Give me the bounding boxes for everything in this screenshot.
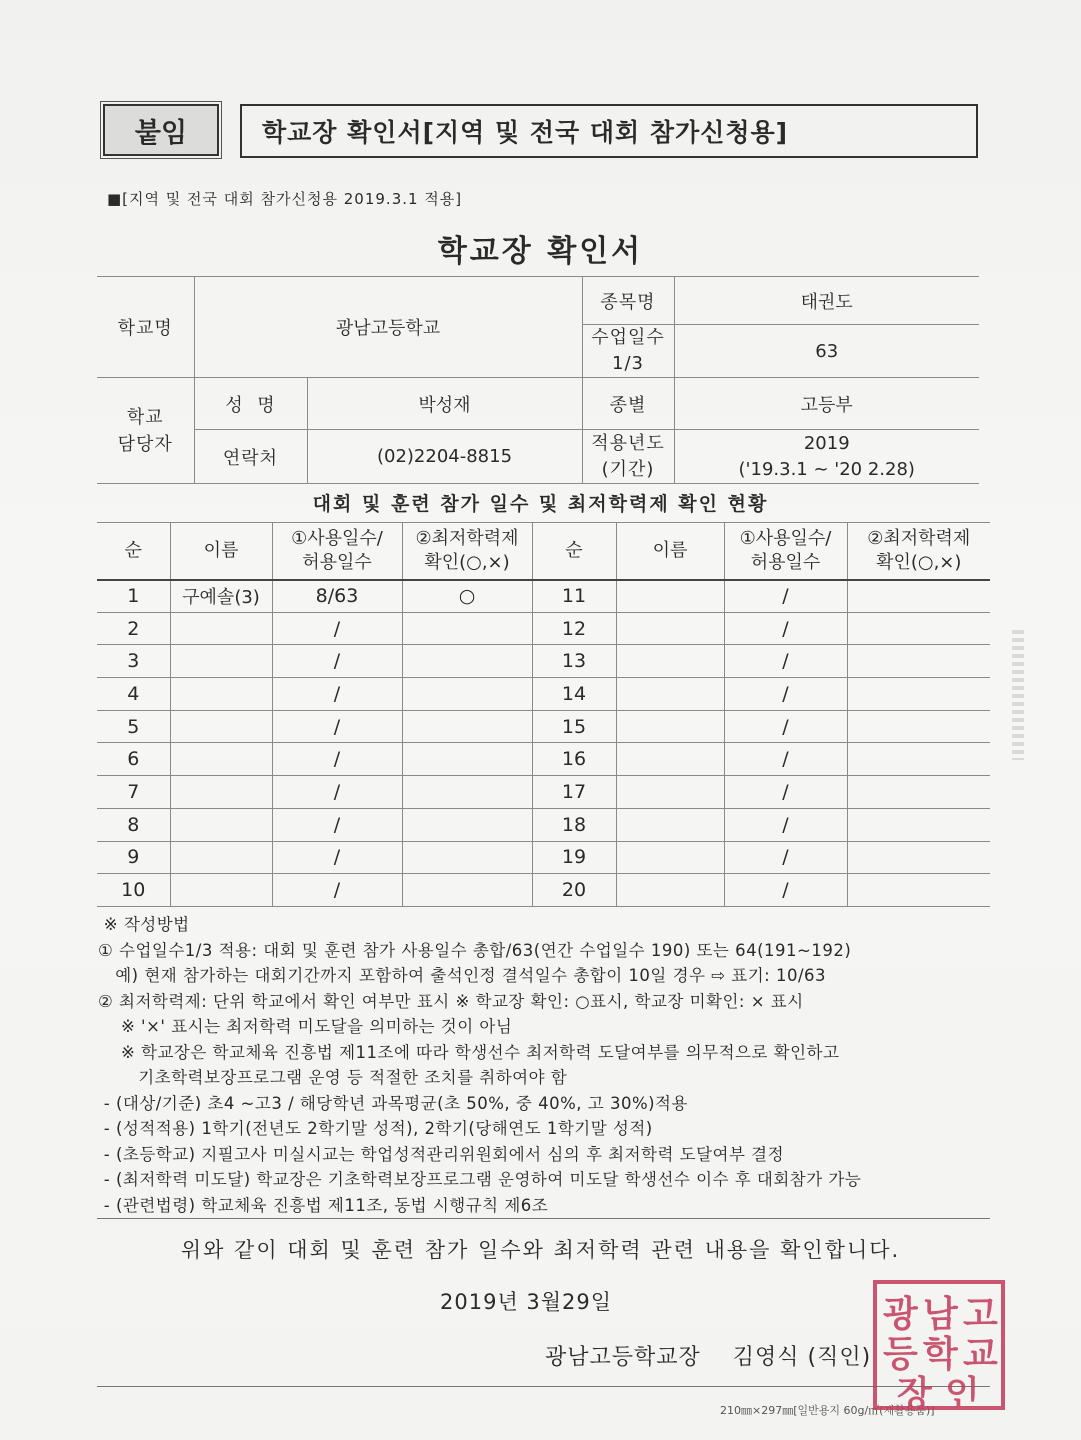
cell-n: 13 [532, 645, 616, 678]
col-check-header-2 [847, 523, 990, 580]
class-days-label [582, 325, 674, 378]
cell-c [847, 776, 990, 809]
cell-n: 5 [97, 710, 170, 743]
cell-c [847, 580, 990, 613]
col-check-header-line1: ②최저학력제 [415, 527, 519, 549]
cell-c [402, 841, 532, 874]
col-check-header-2-line2: 확인(○,×) [876, 551, 962, 573]
cell-c [847, 874, 990, 907]
col-days-header-2 [724, 523, 847, 580]
cell-n: 20 [532, 874, 616, 907]
cell-c [847, 612, 990, 645]
cell-c [402, 874, 532, 907]
table-row [97, 874, 990, 907]
contact-label: 연락처 [194, 430, 307, 484]
manager-name-value: 박성재 [307, 378, 582, 430]
cell-d: / [272, 612, 402, 645]
applicability-note: ■[지역 및 전국 대회 참가신청용 2019.3.1 적용] [107, 190, 463, 208]
instruction-line: - (성적적용) 1학기(전년도 2학기말 성적), 2학기(당해연도 1학기말 성적) [98, 1119, 653, 1138]
col-name-header: 이름 [170, 523, 272, 580]
cell-n: 18 [532, 808, 616, 841]
cell-c [402, 743, 532, 776]
cell-d: / [272, 645, 402, 678]
paper-spec-footer: 210㎜×297㎜[일반용지 60g/㎡(재활용품)] [720, 1404, 935, 1417]
cell-d: / [272, 874, 402, 907]
header-title: 학교장 확인서[지역 및 전국 대회 참가신청용] [240, 104, 978, 158]
table-row [97, 678, 990, 711]
col-days-header-2-line2: 허용일수 [750, 551, 821, 573]
cell-name [616, 710, 724, 743]
cell-c [847, 808, 990, 841]
seal-char: 고 [963, 1294, 998, 1335]
document-title: 학교장 확인서 [437, 234, 644, 269]
cell-n: 11 [532, 580, 616, 613]
col-num-header: 순 [97, 523, 170, 580]
divider-bottom [97, 1386, 990, 1387]
class-days-label-line1: 수업일수 [591, 327, 665, 348]
cell-c [402, 808, 532, 841]
class-days-label-line2: 1/3 [612, 353, 644, 374]
cell-name [170, 678, 272, 711]
applicable-period: ('19.3.1 ~ '20 2.28) [738, 458, 915, 480]
cell-name [170, 743, 272, 776]
applicable-year-label-line1: 적용년도 [591, 432, 665, 454]
table-row [97, 743, 990, 776]
col-num-header-2: 순 [532, 523, 616, 580]
manager-name-label: 성 명 [194, 378, 307, 430]
cell-name [170, 645, 272, 678]
col-check-header [402, 523, 532, 580]
cell-n: 10 [97, 874, 170, 907]
cell-c [402, 710, 532, 743]
cell-n: 14 [532, 678, 616, 711]
divider-top [97, 1218, 990, 1219]
seal-char: 광 [883, 1294, 918, 1335]
cell-name [616, 743, 724, 776]
cell-name: 구예솔(3) [170, 580, 272, 613]
table-row [97, 612, 990, 645]
cell-d: / [724, 743, 847, 776]
table-row [97, 645, 990, 678]
cell-d: / [724, 678, 847, 711]
instruction-line: ※ '×' 표시는 최저학력 미도달을 의미하는 것이 아님 [98, 1017, 513, 1036]
col-check-header-line2: 확인(○,×) [424, 551, 510, 573]
cell-name [616, 645, 724, 678]
cell-name [170, 874, 272, 907]
applicable-year-label [582, 430, 674, 484]
contact-value: (02)2204-8815 [307, 430, 582, 484]
applicable-year: 2019 [803, 432, 850, 454]
cell-d: / [272, 743, 402, 776]
cell-name [170, 776, 272, 809]
cell-d: / [724, 710, 847, 743]
scan-artifact [1012, 630, 1024, 760]
cell-n: 12 [532, 612, 616, 645]
event-label: 종목명 [582, 277, 674, 325]
seal-char: 인 [945, 1374, 980, 1415]
instructions [98, 912, 998, 1218]
cell-d: / [272, 678, 402, 711]
cell-n: 9 [97, 841, 170, 874]
event-value: 태권도 [674, 277, 979, 325]
cell-d: / [272, 776, 402, 809]
col-days-header-line1: ①사용일수/ [291, 527, 383, 549]
attachment-tag: 붙임 [103, 104, 219, 156]
table-row [97, 841, 990, 874]
cell-name [616, 874, 724, 907]
manager-label [97, 378, 194, 484]
cell-c [402, 678, 532, 711]
confirmation-statement: 위와 같이 대회 및 훈련 참가 일수와 최저학력 관련 내용을 확인합니다. [180, 1238, 901, 1262]
cell-d: / [272, 808, 402, 841]
instruction-line: - (최저학력 미도달) 학교장은 기초학력보장프로그램 운영하여 미도달 학생선수 이수 후 대회참가 가능 [98, 1170, 862, 1189]
applicable-year-label-line2: (기간) [601, 458, 655, 480]
division-value: 고등부 [674, 378, 979, 430]
applicable-year-value [674, 430, 979, 484]
official-seal-stamp [873, 1280, 1005, 1415]
cell-name [170, 710, 272, 743]
cell-n: 4 [97, 678, 170, 711]
table-row [97, 580, 990, 613]
cell-c [402, 612, 532, 645]
cell-c [847, 710, 990, 743]
cell-n: 2 [97, 612, 170, 645]
table-row [97, 776, 990, 809]
table-row [97, 710, 990, 743]
instruction-line: - (초등학교) 지필고사 미실시교는 학업성적관리위원회에서 심의 후 최저학력 도달여부 결정 [98, 1144, 785, 1164]
manager-label-line1: 학교 [126, 406, 164, 428]
cell-d: / [724, 874, 847, 907]
class-days-value: 63 [674, 325, 979, 378]
cell-d: / [272, 710, 402, 743]
cell-name [616, 580, 724, 613]
cell-n: 17 [532, 776, 616, 809]
col-name-header-2: 이름 [616, 523, 724, 580]
table-header-row [97, 523, 990, 580]
cell-name [616, 808, 724, 841]
cell-n: 1 [97, 580, 170, 613]
school-name-label: 학교명 [97, 277, 194, 378]
col-check-header-2-line1: ②최저학력제 [867, 527, 971, 549]
cell-name [170, 808, 272, 841]
cell-name [170, 841, 272, 874]
principal-signature: 광남고등학교장 김영식 (직인) [545, 1345, 872, 1370]
cell-name [616, 841, 724, 874]
cell-n: 16 [532, 743, 616, 776]
seal-char: 교 [963, 1334, 998, 1375]
seal-char: 등 [883, 1334, 918, 1375]
seal-char: 장 [897, 1374, 932, 1415]
cell-name [616, 678, 724, 711]
section-title: 대회 및 훈련 참가 일수 및 최저학력제 확인 현황 [312, 493, 769, 515]
cell-name [170, 612, 272, 645]
participation-table [97, 522, 990, 907]
cell-n: 15 [532, 710, 616, 743]
instruction-line: ※ 작성방법 [98, 915, 190, 934]
cell-d: / [724, 580, 847, 613]
instruction-line: - (관련법령) 학교체육 진흥법 제11조, 동법 시행규칙 제6조 [98, 1195, 549, 1215]
cell-n: 3 [97, 645, 170, 678]
cell-c [402, 645, 532, 678]
cell-c: ○ [402, 580, 532, 613]
cell-d: / [724, 841, 847, 874]
instruction-line: ※ 학교장은 학교체육 진흥법 제11조에 따라 학생선수 최저학력 도달여부를 의무적으로 확인하고 [98, 1042, 840, 1062]
cell-d: / [724, 808, 847, 841]
cell-d: 8/63 [272, 580, 402, 613]
instruction-line: ① 수업일수1/3 적용: 대회 및 훈련 참가 사용일수 총합/63(연간 수업일수 190) 또는 64(191~192) [98, 940, 852, 960]
manager-label-line2: 담당자 [117, 433, 173, 455]
seal-char: 남 [923, 1294, 958, 1335]
instruction-line: ② 최저학력제: 단위 학교에서 확인 여부만 표시 ※ 학교장 확인: ○표시, 학교장 미확인: × 표시 [98, 991, 804, 1011]
cell-n: 19 [532, 841, 616, 874]
seal-char: 학 [923, 1334, 958, 1375]
cell-name [616, 612, 724, 645]
cell-name [616, 776, 724, 809]
col-days-header-line2: 허용일수 [302, 551, 372, 573]
cell-d: / [724, 645, 847, 678]
col-days-header [272, 523, 402, 580]
cell-n: 6 [97, 743, 170, 776]
cell-c [847, 645, 990, 678]
cell-d: / [724, 776, 847, 809]
document-date: 2019년 3월29일 [440, 1290, 613, 1314]
instruction-line: - (대상/기준) 초4 ~고3 / 해당학년 과목평균(초 50%, 중 40%, 고 30%)적용 [98, 1093, 688, 1113]
col-days-header-2-line1: ①사용일수/ [739, 527, 832, 549]
cell-n: 8 [97, 808, 170, 841]
cell-d: / [272, 841, 402, 874]
cell-c [847, 743, 990, 776]
table-row [97, 808, 990, 841]
info-table [97, 276, 979, 484]
cell-c [847, 841, 990, 874]
school-name-value: 광남고등학교 [194, 277, 582, 378]
cell-c [847, 678, 990, 711]
instruction-line: 예) 현재 참가하는 대회기간까지 포함하여 출석인정 결석일수 총합이 10일 경우 ⇨ 표기: 10/63 [98, 966, 827, 985]
cell-c [402, 776, 532, 809]
division-label: 종별 [582, 378, 674, 430]
cell-n: 7 [97, 776, 170, 809]
cell-d: / [724, 612, 847, 645]
instruction-line: 기초학력보장프로그램 운영 등 적절한 조치를 취하여야 함 [98, 1068, 568, 1087]
